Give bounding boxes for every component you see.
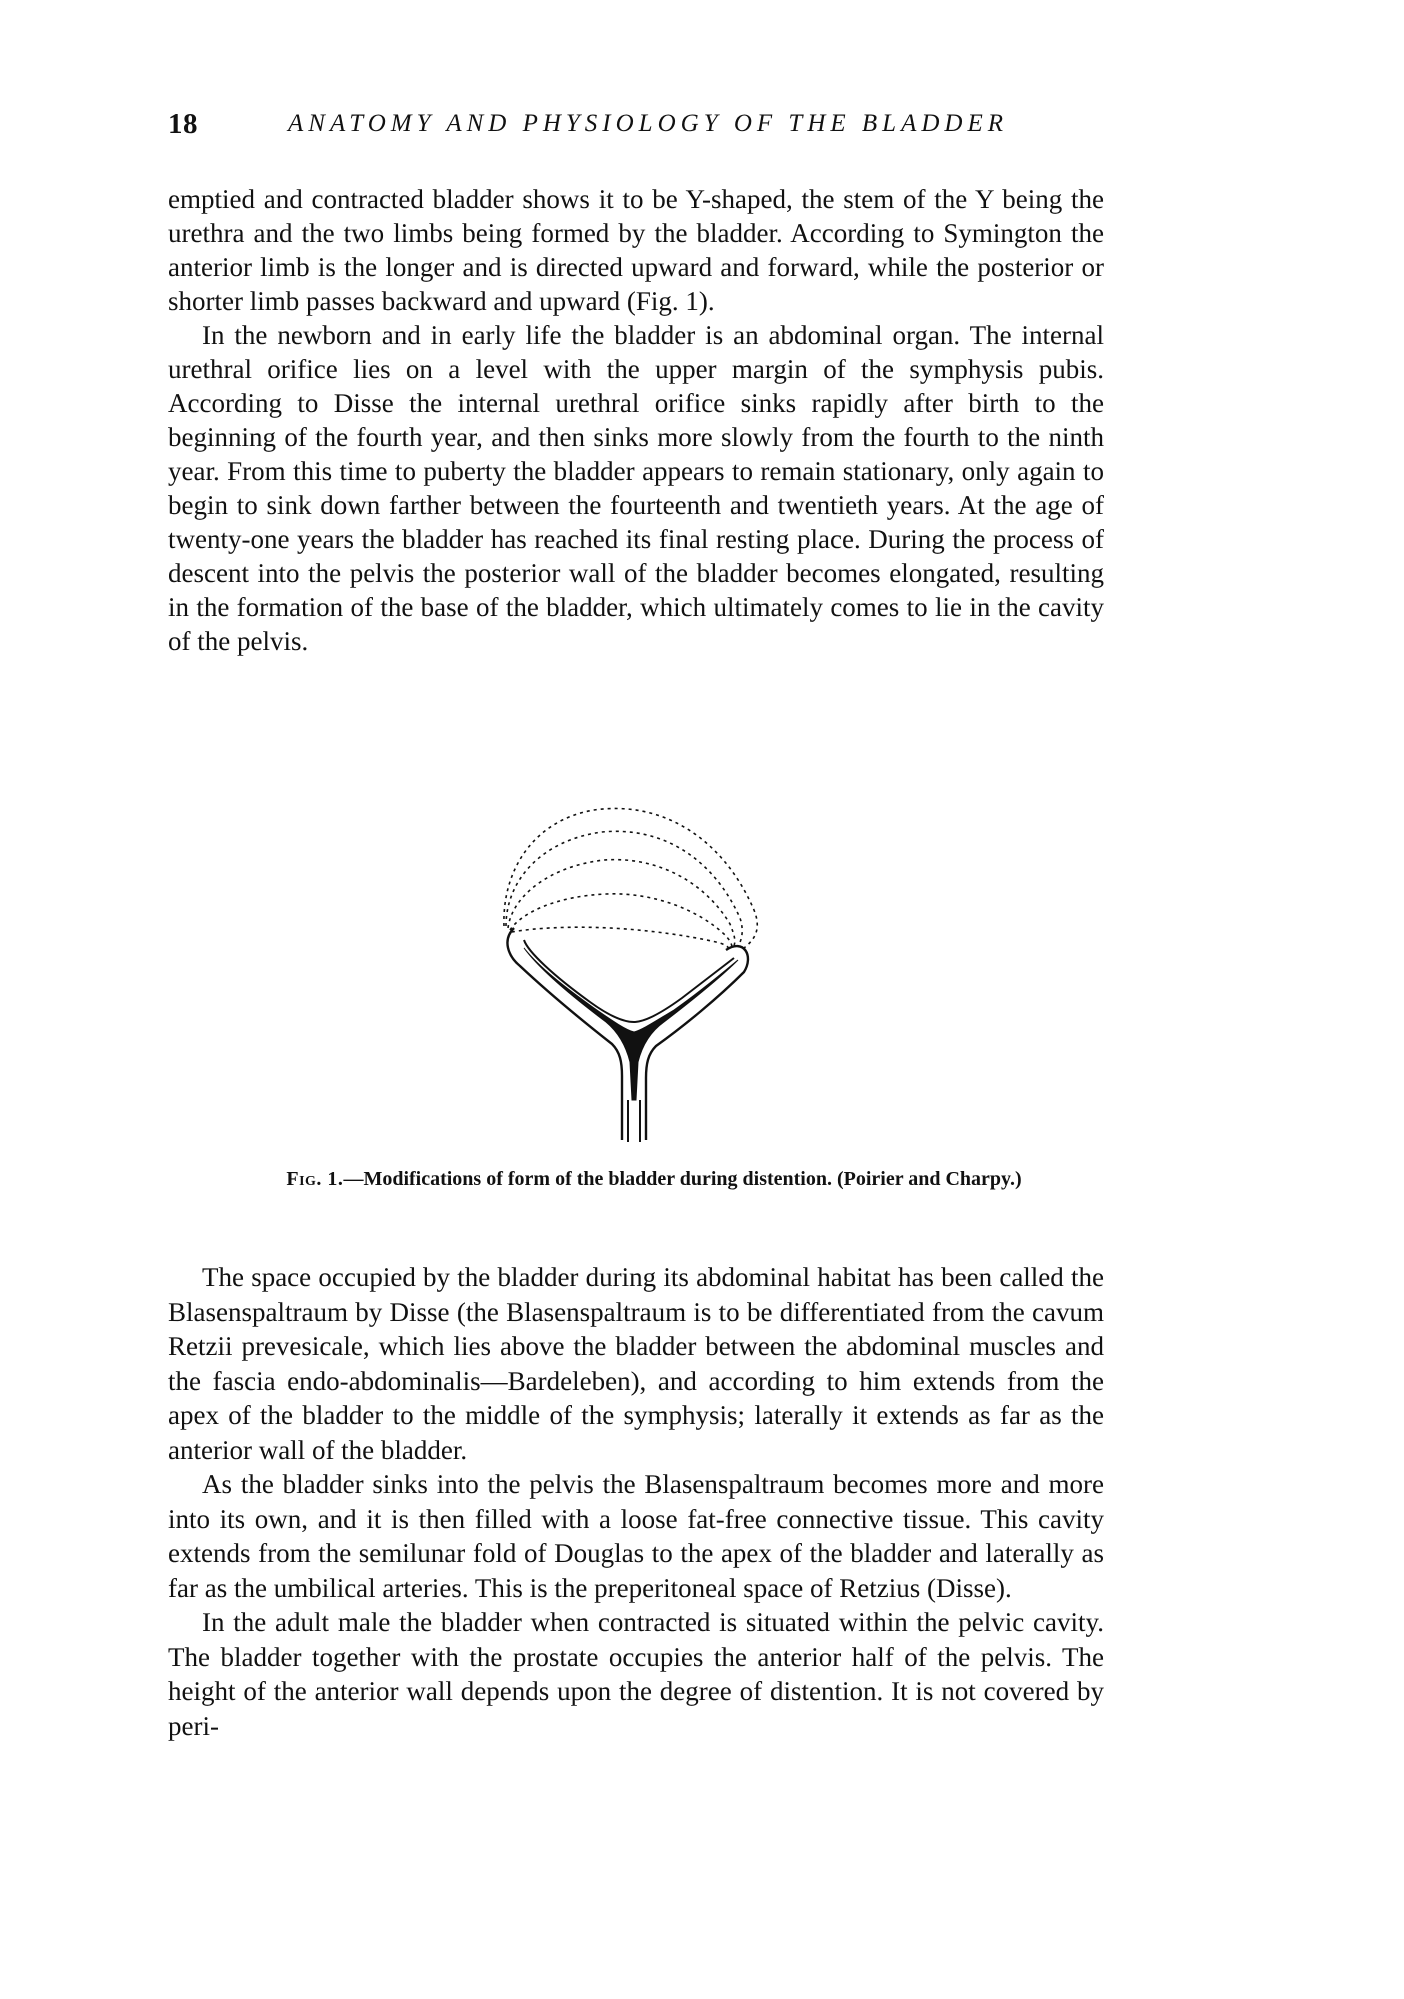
figure-caption — [214, 1166, 1094, 1192]
figure-caption-text: —Modifications of form of the bladder during distention. (Poirier and Charpy.) — [343, 1168, 1022, 1190]
outline-largest — [504, 808, 757, 948]
bladder-outer-wall — [507, 928, 622, 1140]
running-head — [168, 108, 1088, 148]
figure-bladder-distention — [494, 800, 854, 1160]
page-number: 18 — [168, 108, 198, 140]
bladder-outer-wall-right — [646, 946, 748, 1140]
outline-small — [510, 894, 732, 948]
paragraph: As the bladder sinks into the pelvis the Blasenspaltraum becomes more and more into its own, and it is then filled with a loose fat-free connective tissue. This cavity extends from the semilunar fold of Douglas to the apex of the bladder and laterally as far as the umbilical arteries. This is the preperitoneal space of Retzius (Disse). — [168, 1469, 1104, 1603]
outline-smallest — [512, 927, 730, 950]
figure-label: Fig. 1. — [286, 1168, 344, 1190]
running-title: ANATOMY AND PHYSIOLOGY OF THE BLADDER — [288, 110, 1008, 137]
outline-medium — [508, 860, 735, 946]
distention-outlines — [504, 808, 757, 950]
paragraph: emptied and contracted bladder shows it to be Y-shaped, the stem of the Y being the urethra and the two limbs being formed by the bladder. According to Symington the anterior limb is the longer and is directed upward and forward, while the posterior or shorter limb passes backward and upward (Fig. 1). — [168, 184, 1104, 316]
paragraph: In the newborn and in early life the bladder is an abdominal organ. The internal urethral orifice lies on a level with the upper margin of the symphysis pubis. According to Disse the internal urethral orifice sinks rapidly after birth to the beginning of the fourth year, and then sinks more slowly from the fourth to the ninth year. From this time to puberty the bladder appears to remain stationary, only again to begin to sink down farther between the fourteenth and twentieth years. At the age of twenty-one years the bladder has reached its final resting place. During the process of descent into the pelvis the posterior wall of the bladder becomes elongated, resulting in the formation of the base of the bladder, which ultimately comes to lie in the cavity of the pelvis. — [168, 320, 1104, 656]
contracted-bladder — [507, 928, 748, 1142]
paragraph: The space occupied by the bladder during its abdominal habitat has been called the Blasenspaltraum by Disse (the Blasenspaltraum is to be differentiated from the cavum Retzii prevesicale, which lies above the bladder between the abdominal muscles and the fascia endo-abdominalis—Bardeleben), and according to him extends from the apex of the bladder to the middle of the symphysis; laterally it extends as far as the anterior wall of the bladder. — [168, 1262, 1104, 1465]
body-text-top — [168, 182, 1104, 658]
body-text-bottom — [168, 1260, 1104, 1743]
bladder-lumen — [524, 948, 738, 1100]
paragraph: In the adult male the bladder when contracted is situated within the pelvic cavity. The bladder together with the prostate occupies the anterior half of the pelvis. The height of the anterior wall depends upon the degree of distention. It is not covered by peri- — [168, 1607, 1104, 1741]
bladder-diagram — [494, 800, 854, 1160]
